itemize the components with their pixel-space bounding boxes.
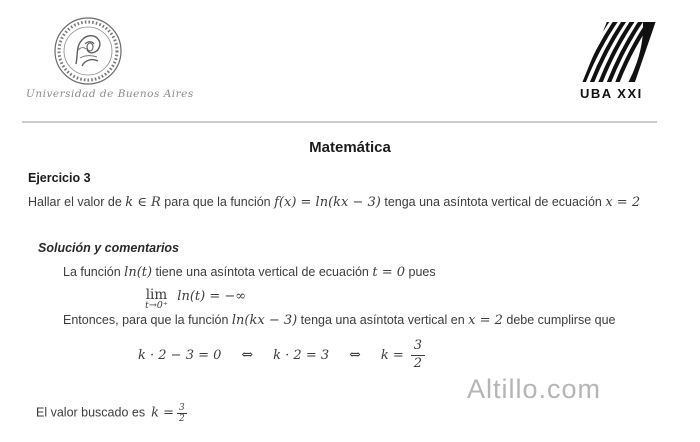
sol1-text-3: pues (405, 265, 436, 279)
conclusion-frac-numerator: 3 (179, 403, 185, 413)
limit-subscript: t→0⁺ (145, 300, 168, 311)
iff-arrow-2: ⇔ (349, 347, 361, 364)
solution-line-2 (63, 313, 615, 328)
equation-step-3: k = (380, 347, 404, 363)
sol2-math-1: ln(kx − 3) (231, 313, 298, 328)
sol2-text-1: Entonces, para que la función (63, 313, 232, 327)
exercise-heading: Ejercicio 3 (28, 171, 91, 185)
watermark: Altillo.com (467, 374, 602, 404)
sol2-text-2: tenga una asíntota vertical en (297, 313, 469, 327)
conclusion-line (36, 403, 187, 425)
fraction-three-halves (411, 338, 425, 373)
statement-math-2: f(x) = ln(kx − 3) (274, 195, 381, 210)
fraction-numerator: 3 (411, 338, 425, 356)
sol1-text-2: tiene una asíntota vertical de ecuación (152, 265, 373, 279)
iff-arrow-1: ⇔ (241, 347, 254, 364)
statement-math-3: x = 2 (605, 195, 641, 210)
limit-operator (145, 287, 168, 311)
exercise-statement (28, 195, 640, 210)
uba-xxi-logo-icon (582, 22, 656, 82)
uba-xxi-label: UBA XXI (580, 86, 643, 101)
university-script-text: Universidad de Buenos Aires (26, 88, 194, 100)
statement-math-1: k ∈ R (125, 195, 161, 210)
page-title: Matemática (309, 139, 391, 156)
equation-step-2: k · 2 = 3 (273, 347, 330, 363)
sol1-math-2: t = 0 (372, 265, 406, 280)
solution-line-1 (63, 265, 436, 280)
uba-seal-icon (52, 14, 124, 88)
statement-text-1: Hallar el valor de (28, 195, 126, 209)
fraction-denominator: 2 (413, 355, 423, 371)
header-divider (22, 121, 657, 123)
sol1-text-1: La función (63, 265, 125, 279)
conclusion-fraction (177, 403, 187, 425)
limit-expression: ln(t) = −∞ (177, 289, 247, 304)
conclusion-text: El valor buscado es (36, 405, 146, 420)
sol2-math-2: x = 2 (468, 313, 503, 328)
sol1-math-1: ln(t) (124, 265, 153, 280)
equation-step-1: k · 2 − 3 = 0 (138, 347, 222, 363)
limit-word: lim (145, 287, 168, 303)
statement-text-2: para que la función (160, 195, 275, 209)
sol2-text-3: debe cumplirse que (502, 313, 616, 327)
limit-equation (145, 287, 246, 311)
conclusion-frac-denominator: 2 (179, 414, 185, 425)
solution-heading: Solución y comentarios (38, 241, 180, 255)
statement-text-3: tenga una asíntota vertical de ecuación (380, 195, 606, 209)
conclusion-math: k = (151, 405, 174, 421)
equation-chain (138, 338, 425, 373)
